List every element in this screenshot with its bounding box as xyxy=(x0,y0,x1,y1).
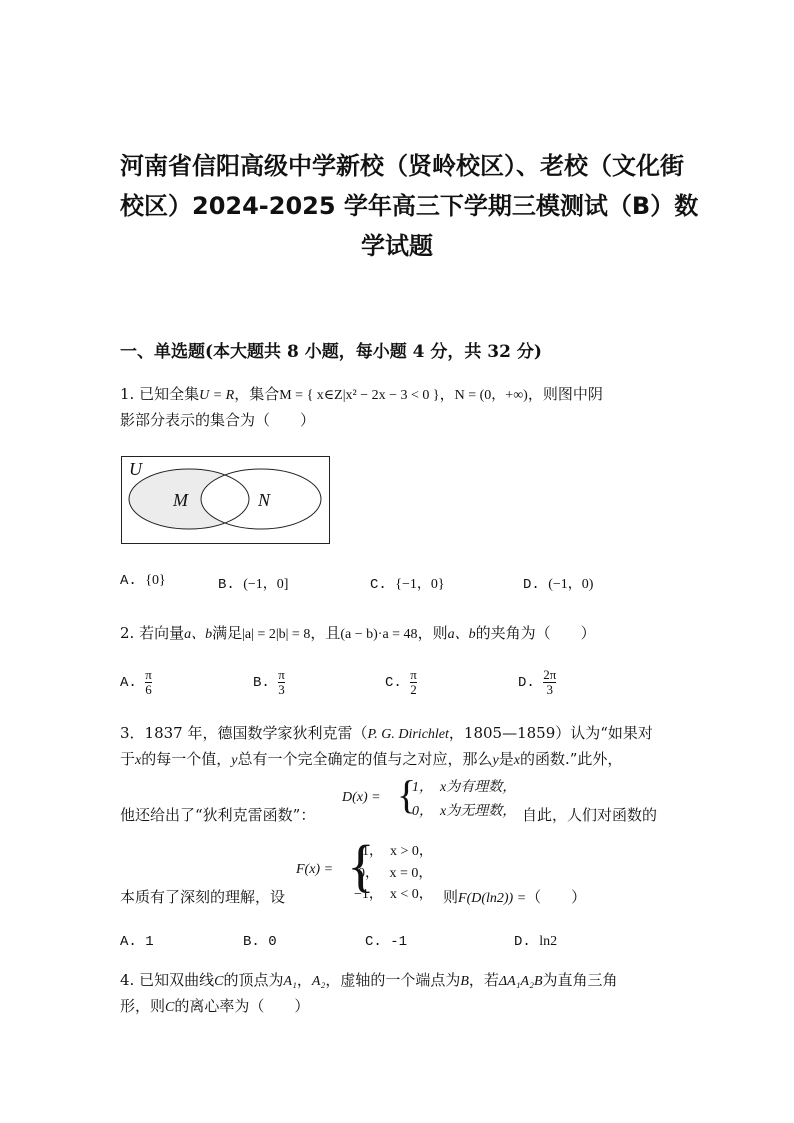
q3-var-x-2: x xyxy=(513,753,520,768)
q2-option-a-letter: A. xyxy=(120,675,137,692)
q4-text-2b: 的离心率为（ ） xyxy=(174,997,310,1015)
q3-dirichlet-name: P. G. Dirichlet xyxy=(367,727,449,742)
q1-option-a[interactable] xyxy=(120,573,166,589)
question-3-line3-text: 他还给出了“狄利克雷函数”： xyxy=(120,806,316,824)
q3-option-d-letter: D. xyxy=(514,934,531,950)
q2-option-a-num: π xyxy=(145,667,152,682)
q1-option-b-letter: B. xyxy=(218,577,235,593)
sign-brace: { xyxy=(347,833,375,898)
q1-comma: ， xyxy=(439,385,455,403)
q3-option-d-value: ln2 xyxy=(539,934,558,949)
q3-text-then: 则 xyxy=(443,888,459,906)
venn-label-U: U xyxy=(129,459,142,479)
q4-text-1b: 的顶点为 xyxy=(223,971,284,989)
q3-option-b-value: 0 xyxy=(268,934,277,950)
dirichlet-lhs: D(x) = xyxy=(342,790,381,805)
q2-option-c-den: 2 xyxy=(410,682,417,697)
q3-text-1a: 3．1837 年，德国数学家狄利克雷（ xyxy=(120,724,368,742)
q1-universal-set: U = R xyxy=(199,388,235,403)
q1-text-a: 1. 已知全集 xyxy=(120,385,200,403)
q2-vectors-2: a、b xyxy=(447,627,476,642)
q1-option-d-letter: D. xyxy=(523,577,540,593)
question-3-line4-text: 本质有了深刻的理解，设 xyxy=(120,888,286,906)
question-4-line2 xyxy=(120,995,309,1016)
q1-option-a-letter: A. xyxy=(120,573,137,589)
q3-option-a-letter: A. xyxy=(120,934,137,950)
q2-option-c[interactable] xyxy=(385,668,417,697)
q2-text-a: 2. 若向量 xyxy=(120,624,185,642)
question-3-line4-tail xyxy=(443,886,586,907)
q3-option-a[interactable] xyxy=(120,934,154,950)
q1-option-b[interactable] xyxy=(218,573,288,593)
q3-var-x: x xyxy=(135,753,142,768)
q3-blank: （ ） xyxy=(526,888,587,906)
q4-hyperbola-C-2: C xyxy=(165,1000,175,1015)
question-1-line2: 影部分表示的集合为（ ） xyxy=(120,411,316,429)
q2-option-b-den: 3 xyxy=(278,682,285,697)
question-1-line1 xyxy=(120,383,603,404)
q3-text-1b: ，1805—1859）认为“如果对 xyxy=(448,724,653,742)
q2-option-d-letter: D. xyxy=(518,675,535,692)
q3-var-y-2: y xyxy=(492,753,499,768)
q2-option-d-num: 2π xyxy=(543,667,557,682)
sign-case-1: 1， x > 0， xyxy=(362,844,433,859)
q2-option-a[interactable] xyxy=(120,668,152,697)
q3-text-2d: 是 xyxy=(498,750,514,768)
q2-condition-2: (a − b)·a = 48 xyxy=(340,627,418,642)
q3-option-b-letter: B. xyxy=(243,934,260,950)
sign-case-2: 0， x = 0， xyxy=(358,866,433,881)
dirichlet-brace: { xyxy=(397,772,417,817)
q1-set-N: N = (0，+∞) xyxy=(454,388,528,403)
venn-label-N: N xyxy=(258,490,271,510)
q2-text-b: 满足 xyxy=(212,624,243,642)
q3-expression: F(D(ln2)) = xyxy=(458,891,527,906)
q2-option-c-num: π xyxy=(410,667,417,682)
q4-text-1c: ，虚轴的一个端点为 xyxy=(325,971,461,989)
document-title-line3: 学试题 xyxy=(361,232,433,260)
q4-text-1e: 为直角三角 xyxy=(542,971,618,989)
q3-var-y: y xyxy=(231,753,238,768)
q3-text-2c: 总有一个完全确定的值与之对应，那么 xyxy=(237,750,493,768)
q4-text-1a: 4. 已知双曲线 xyxy=(120,971,215,989)
q1-option-b-value: (−1，0] xyxy=(243,577,289,592)
dirichlet-case-2: 0， x为无理数， xyxy=(412,804,517,819)
q2-text-c: ，且 xyxy=(310,624,341,642)
q4-vertex-A1: A₁ xyxy=(283,974,297,989)
q4-text-1d: ，若 xyxy=(468,971,499,989)
q1-option-c-letter: C. xyxy=(370,577,387,593)
q3-text-2a: 于 xyxy=(120,750,136,768)
q2-text-e: 的夹角为（ ） xyxy=(475,624,596,642)
venn-label-M: M xyxy=(173,490,188,510)
q4-point-B: B xyxy=(460,974,469,989)
q2-option-d-den: 3 xyxy=(546,682,553,697)
q1-option-c[interactable] xyxy=(370,573,445,593)
q1-text-b: ，集合 xyxy=(234,385,280,403)
q4-sep: ， xyxy=(296,971,312,989)
sign-case-3: −1， x < 0， xyxy=(354,887,433,902)
sign-lhs: F(x) = xyxy=(296,862,334,877)
q3-text-2b: 的每一个值， xyxy=(141,750,232,768)
q3-option-c-value: -1 xyxy=(390,934,408,950)
venn-diagram xyxy=(121,456,331,545)
q1-text-c: ，则图中阴 xyxy=(527,385,603,403)
question-3-line2 xyxy=(120,748,622,769)
question-3-line3-tail: 自此，人们对函数的 xyxy=(522,806,658,824)
question-4-line1 xyxy=(120,969,618,990)
document-title-line1: 河南省信阳高级中学新校（贤岭校区）、老校（文化街 xyxy=(120,152,684,180)
q2-option-b-num: π xyxy=(278,667,285,682)
question-2-line1 xyxy=(120,622,596,643)
q3-option-c[interactable] xyxy=(365,934,407,950)
q3-option-c-letter: C. xyxy=(365,934,382,950)
q1-option-c-value: {−1，0} xyxy=(395,577,445,592)
q2-option-b-letter: B. xyxy=(253,675,270,692)
document-title-line2: 校区）2024-2025 学年高三下学期三模测试（B）数 xyxy=(120,192,699,220)
q2-option-d[interactable] xyxy=(518,668,556,697)
section-header-single-choice: 一、单选题(本大题共 8 小题，每小题 4 分，共 32 分) xyxy=(120,342,542,362)
q2-option-d-fraction xyxy=(543,668,556,697)
q3-option-d[interactable] xyxy=(514,934,557,950)
q1-option-a-value: {0} xyxy=(145,573,166,588)
q4-triangle: ΔA₁A₂B xyxy=(498,974,543,989)
dirichlet-case-1: 1， x为有理数， xyxy=(412,780,517,795)
q2-text-d: ，则 xyxy=(417,624,448,642)
q2-condition-1: |a| = 2|b| = 8 xyxy=(242,627,311,642)
question-3-line1 xyxy=(120,722,653,743)
q1-set-M: M = { x∈Z|x² − 2x − 3 < 0 } xyxy=(279,388,440,403)
q3-text-2e: 的函数.”此外， xyxy=(519,750,623,768)
q3-option-a-value: 1 xyxy=(145,934,154,950)
q4-vertex-A2: A₂ xyxy=(311,974,326,989)
q4-hyperbola-C: C xyxy=(214,974,224,989)
q2-option-a-den: 6 xyxy=(145,682,152,697)
q3-option-b[interactable] xyxy=(243,934,277,950)
q2-option-b-fraction xyxy=(278,668,285,697)
q2-option-c-letter: C. xyxy=(385,675,402,692)
q1-option-d[interactable] xyxy=(523,573,593,593)
q1-option-d-value: (−1，0) xyxy=(548,577,594,592)
q2-option-b[interactable] xyxy=(253,668,285,697)
q2-option-c-fraction xyxy=(410,668,417,697)
q2-vectors: a、b xyxy=(184,627,213,642)
q4-text-2a: 形，则 xyxy=(120,997,166,1015)
q2-option-a-fraction xyxy=(145,668,152,697)
